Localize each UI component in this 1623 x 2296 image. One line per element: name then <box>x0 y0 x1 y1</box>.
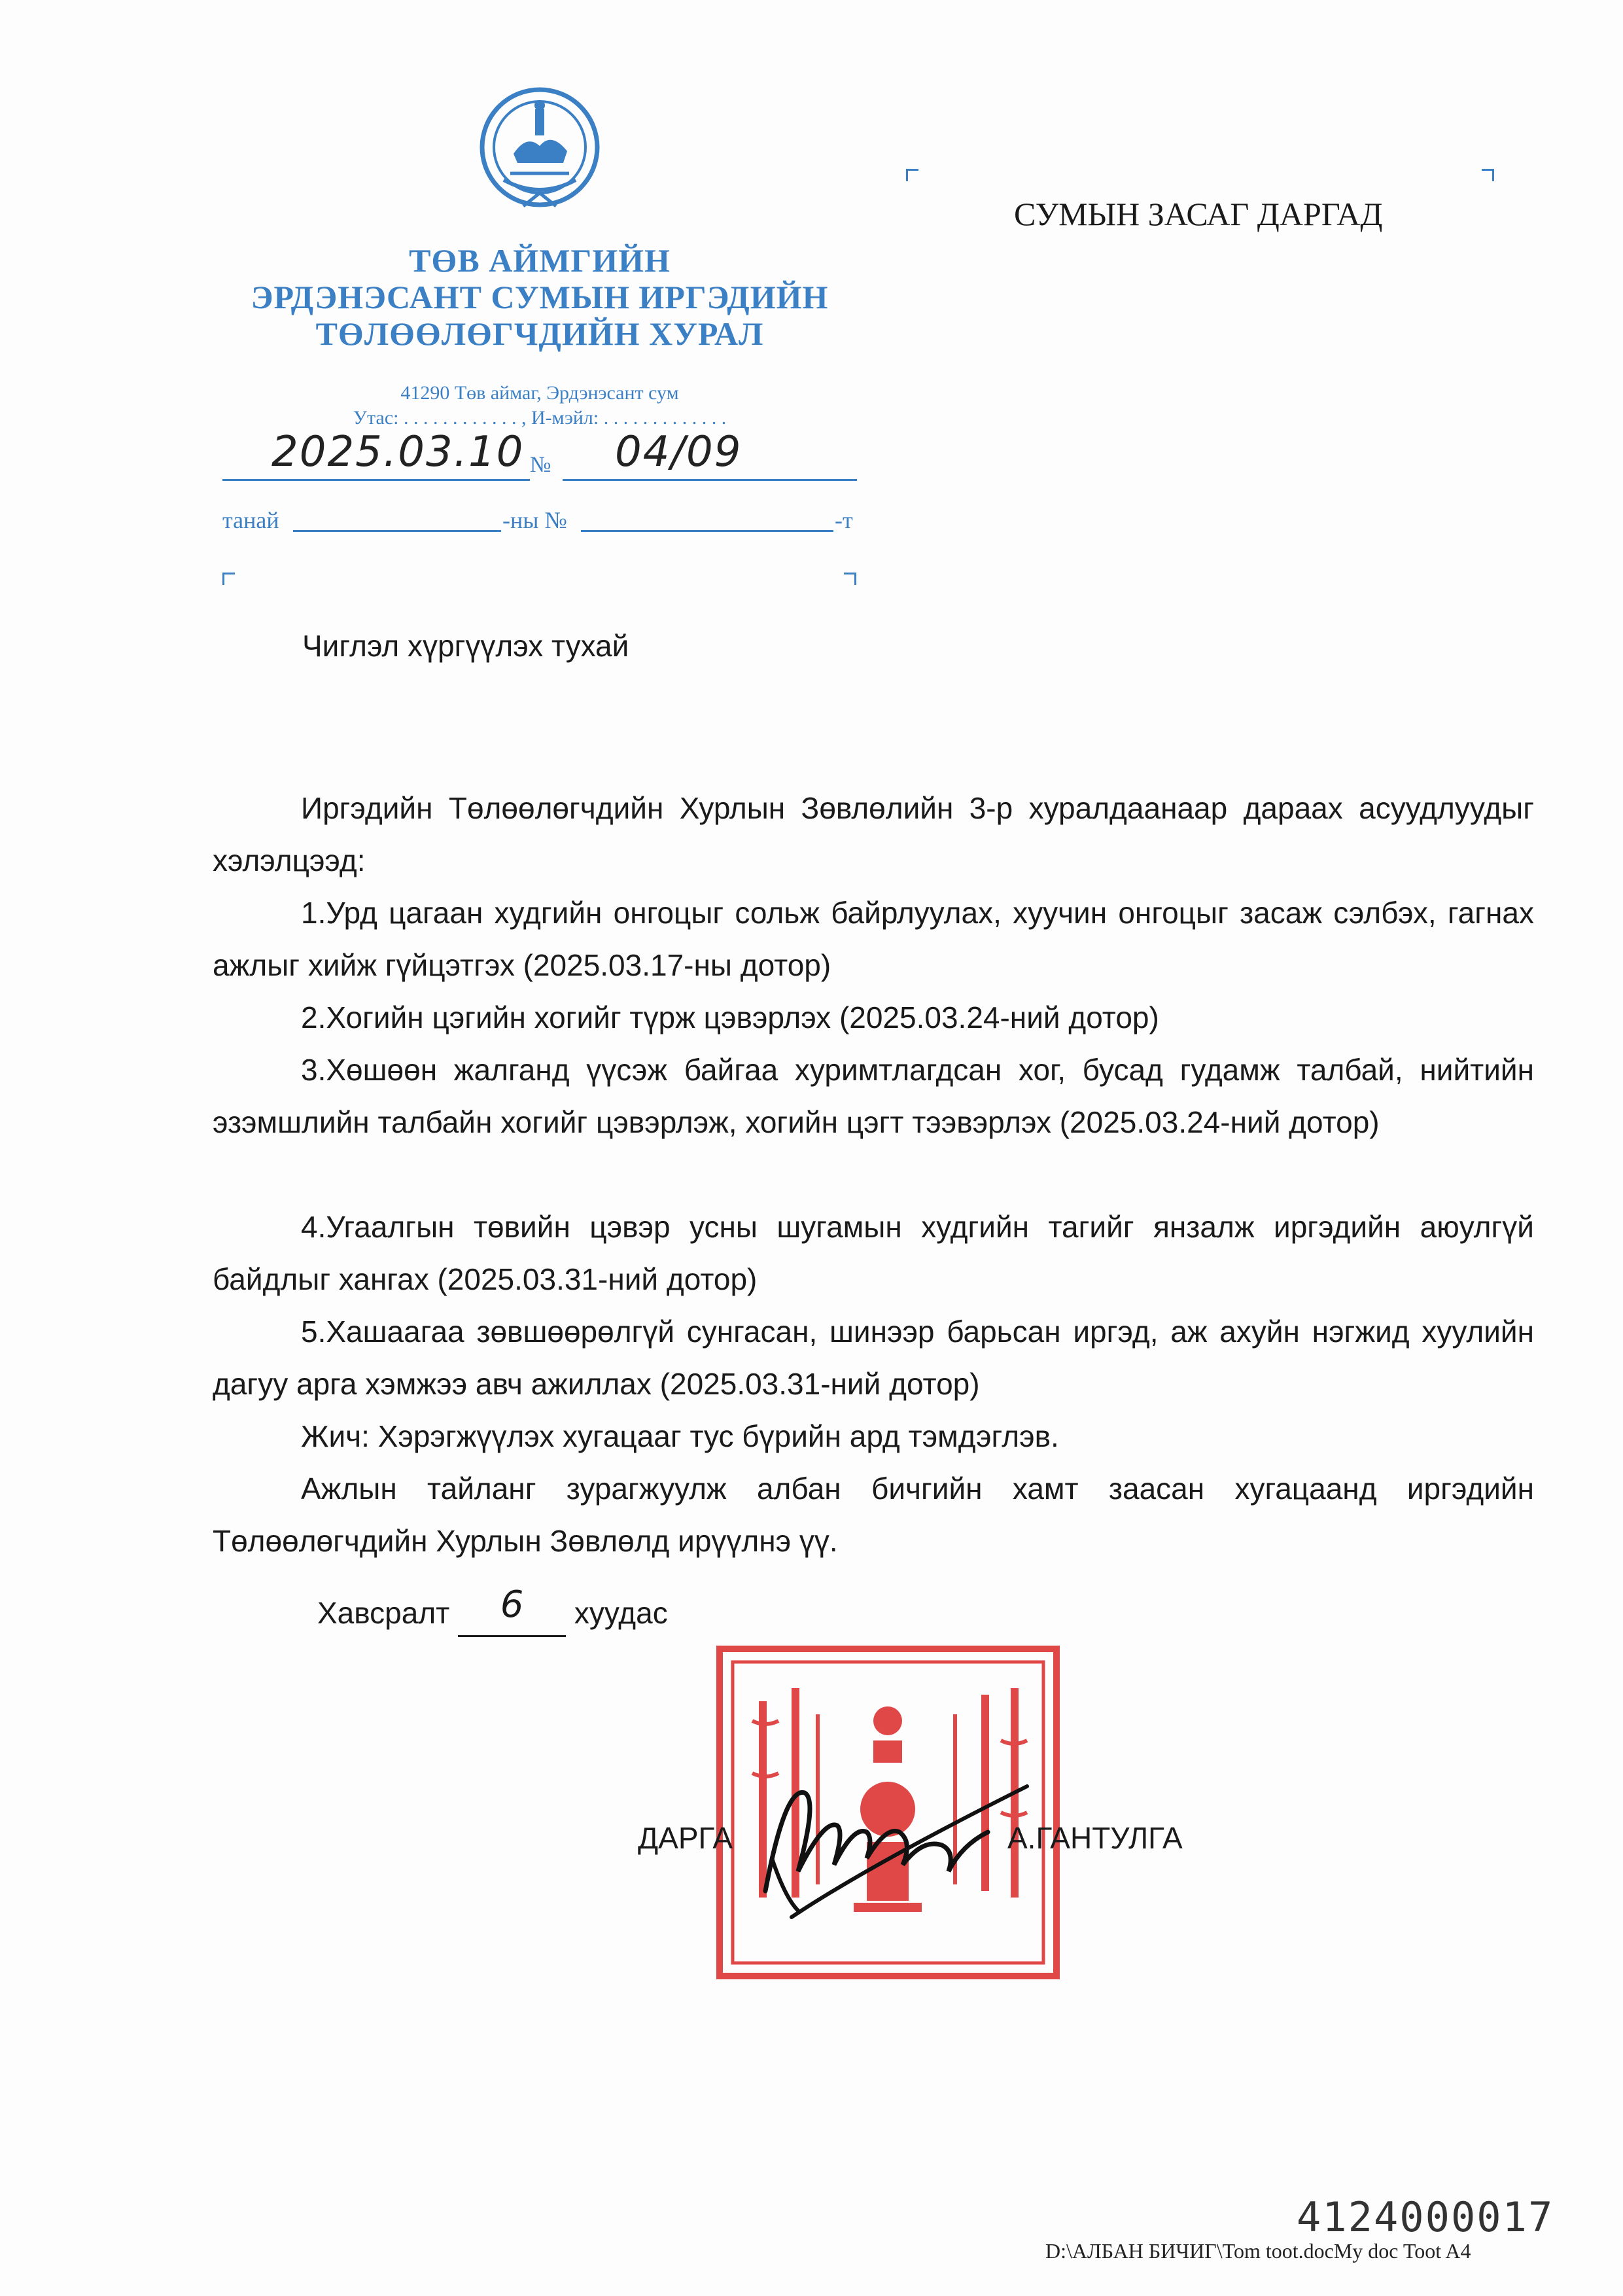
letterhead-line-1: ТӨВ АЙМГИЙН <box>409 242 671 279</box>
attachment-suffix: хуудас <box>574 1596 668 1630</box>
number-sign: № <box>530 453 551 477</box>
letterhead-title <box>216 242 864 352</box>
handwritten-number: 04/09 <box>615 428 742 476</box>
attachment-line <box>317 1583 710 1636</box>
corner-mark <box>1482 169 1494 181</box>
subject-line: Чиглэл хүргүүлэх тухай <box>302 629 629 663</box>
letterhead-address-block <box>216 381 864 431</box>
signatory-name: А.ГАНТУЛГА <box>1007 1821 1183 1855</box>
letterhead-line-3: ТӨЛӨӨЛӨГЧДИЙН ХУРАЛ <box>315 315 764 352</box>
body-item-3: 3.Хөшөөн жалганд үүсэж байгаа хуримтлагдсан хог, бусад гудамж талбай, нийтийн эзэмшлийн талбайн хогийг цэвэрлэж, хогийн цэгт тээвэрлэх (2025.03.24-ний дотор) <box>213 1053 1534 1139</box>
ref-suffix: -т <box>835 507 853 533</box>
reference-line <box>222 501 857 540</box>
handwritten-signature <box>752 1760 1040 1937</box>
handwritten-date: 2025.03.10 <box>271 428 525 476</box>
corner-mark <box>844 573 856 585</box>
serial-number: 4124000017 <box>1297 2193 1554 2241</box>
body-note: Жич: Хэрэгжүүлэх хугацааг тус бүрийн ард тэмдэглэв. <box>301 1419 1059 1453</box>
date-number-line <box>222 428 857 484</box>
corner-mark <box>906 169 918 181</box>
attachment-count: 6 <box>500 1583 524 1626</box>
attachment-prefix: Хавсралт <box>317 1596 450 1630</box>
body-item-1: 1.Урд цагаан худгийн онгоцыг сольж байрлуулах, хуучин онгоцыг засаж сэлбэх, гагнах ажлыг хийж гүйцэтгэх (2025.03.17-ны дотор) <box>213 896 1534 982</box>
corner-mark <box>222 573 235 585</box>
ref-prefix: танай <box>222 507 279 533</box>
body-item-2: 2.Хогийн цэгийн хогийг түрж цэвэрлэх (2025.03.24-ний дотор) <box>301 1000 1159 1034</box>
body-closing: Ажлын тайланг зурагжуулж албан бичгийн хамт заасан хугацаанд иргэдийн Төлөөлөгчдийн Хурлын Зөвлөлд ирүүлнэ үү. <box>213 1472 1534 1558</box>
body-item-4: 4.Угаалгын төвийн цэвэр усны шугамын худгийн тагийг янзалж иргэдийн аюулгүй байдлыг хангах (2025.03.31-ний дотор) <box>213 1210 1534 1296</box>
letterhead-address: 41290 Төв аймаг, Эрдэнэсант сум <box>400 382 679 404</box>
ref-middle: -ны № <box>502 507 567 533</box>
signatory-title: ДАРГА <box>638 1821 733 1855</box>
file-path: D:\АЛБАН БИЧИГ\Tom toot.docMy doc Toot A4 <box>1045 2239 1471 2263</box>
body-item-5: 5.Хашаагаа зөвшөөрөлгүй сунгасан, шинээр барьсан иргэд, аж ахуйн нэгжид хуулийн дагуу арга хэмжээ авч ажиллах (2025.03.31-ний дотор) <box>213 1315 1534 1401</box>
recipient: СУМЫН ЗАСАГ ДАРГАД <box>1014 196 1383 232</box>
letterhead-line-2: ЭРДЭНЭСАНТ СУМЫН ИРГЭДИЙН <box>251 279 829 315</box>
body-intro: Иргэдийн Төлөөлөгчдийн Хурлын Зөвлөлийн 3-р хуралдаанаар дараах асуудлуудыг хэлэлцээд: <box>213 791 1534 877</box>
letterhead-contact: Утас: . . . . . . . . . . . . , И-мэйл: . . . . . . . . . . . . . <box>353 407 727 429</box>
state-emblem-icon <box>478 82 602 222</box>
